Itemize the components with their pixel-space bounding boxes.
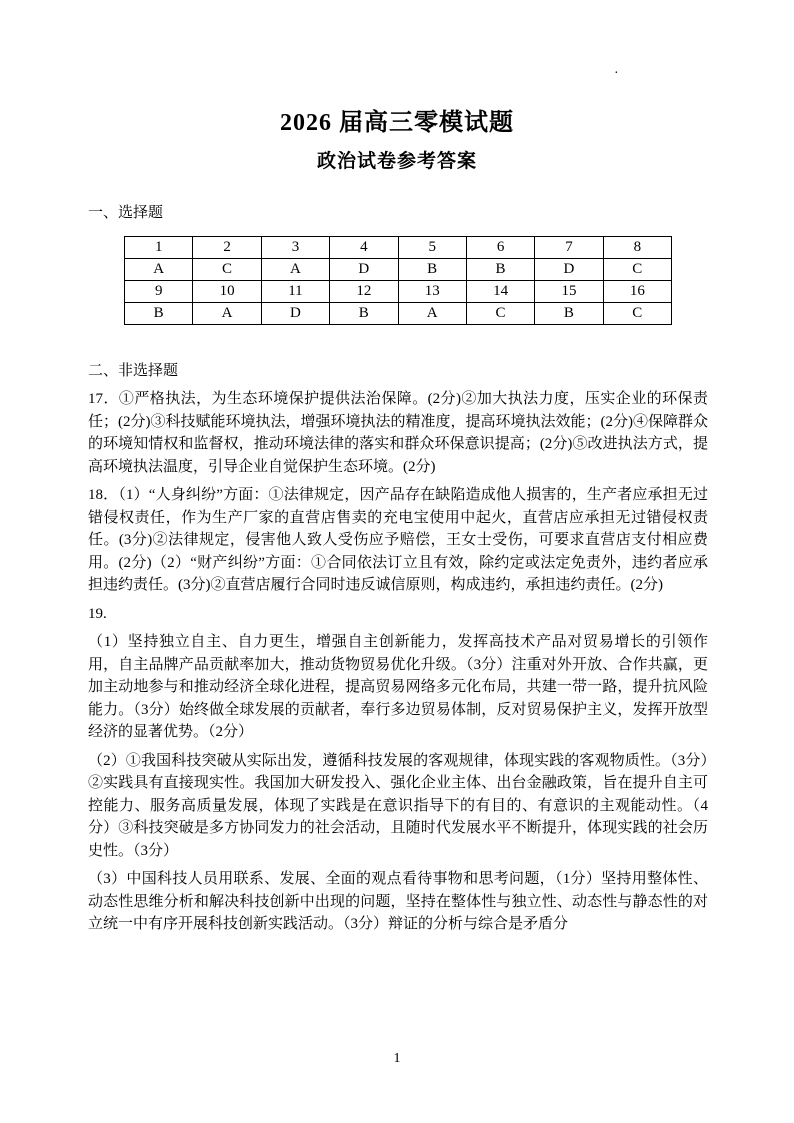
table-cell: 5 <box>398 237 466 259</box>
answer-q19-part2: （2）①我国科技突破从实际出发，遵循科技发展的客观规律，体现实践的客观物质性。（3分）②实践具有直接现实性。我国加大研发投入、强化企业主体、出台金融政策，旨在提升自主可控能力、服务高质量发展，体现了实践是在意识指导下的有目的、有意识的主观能动性。（4分）③科技突破是多方协同发力的社会活动，且随时代发展水平不断提升，体现实践的社会历史性。（3分） <box>88 752 708 859</box>
table-cell: A <box>261 259 329 281</box>
table-cell: D <box>330 259 398 281</box>
section-heading-non-choice: 二、非选择题 <box>88 363 179 379</box>
answer-q19-part3: （3）中国科技人员用联系、发展、全面的观点看待事物和思考问题，（1分）坚持用整体性、动态性思维分析和解决科技创新中出现的问题，坚持在整体性与独立性、动态性与静态性的对立统一中有序开展科技创新实践活动。（3分）辩证的分析与综合是矛盾分 <box>88 871 708 932</box>
table-cell: 4 <box>330 237 398 259</box>
answer-table <box>124 236 672 325</box>
answer-table-row <box>125 237 672 259</box>
table-cell: A <box>125 259 193 281</box>
answer-q17: 17．①严格执法，为生态环境保护提供法治保障。(2分)②加大执法力度，压实企业的环保责任；(2分)③科技赋能环境执法，增强环境执法的精准度，提高环境执法效能；(2分)④保障群众的环境知情权和监督权，推动环境法律的落实和群众环保意识提高；(2分)⑤改进执法方式，提高环境执法温度，引导企业自觉保护生态环境。(2分) <box>88 391 708 475</box>
answer-q19-part1: （1）坚持独立自主、自力更生，增强自主创新能力，发挥高技术产品对贸易增长的引领作用，自主品牌产品贡献率加大，推动货物贸易优化升级。（3分）注重对外开放、合作共赢，更加主动地参与和推动经济全球化进程，提高贸易网络多元化布局，共建一带一路，提升抗风险能力。（3分）始终做全球发展的贡献者，奉行多边贸易体制，反对贸易保护主义，发挥开放型经济的显著优势。（2分） <box>88 634 708 740</box>
table-cell: 11 <box>261 281 329 303</box>
table-cell: 15 <box>535 281 603 303</box>
table-cell: B <box>398 259 466 281</box>
table-cell: 6 <box>466 237 534 259</box>
table-cell: 12 <box>330 281 398 303</box>
document-title: 2026 届高三零模试题 <box>280 110 514 136</box>
table-cell: 3 <box>261 237 329 259</box>
page-number: 1 <box>393 1051 401 1066</box>
table-cell: 8 <box>603 237 671 259</box>
table-cell: 16 <box>603 281 671 303</box>
table-cell: 1 <box>125 237 193 259</box>
table-cell: D <box>261 303 329 325</box>
document-body <box>88 201 708 936</box>
table-cell: 14 <box>466 281 534 303</box>
table-cell: A <box>193 303 261 325</box>
answer-table-row <box>125 303 672 325</box>
stray-mark: · <box>614 66 619 81</box>
table-cell: C <box>603 259 671 281</box>
answer-table-row <box>125 259 672 281</box>
answer-q18: 18．（1）“人身纠纷”方面：①法律规定，因产品存在缺陷造成他人损害的，生产者应承担无过错侵权责任，作为生产厂家的直营店售卖的充电宝使用中起火，直营店应承担无过错侵权责任。(3分)②法律规定，侵害他人致人受伤应予赔偿，王女士受伤，可要求直营店支付相应费用。(2分)（2）“财产纠纷”方面：①合同依法订立且有效，除约定或法定免责外，违约者应承担违约责任。(3分)②直营店履行合同时违反诚信原则，构成违约，承担违约责任。(2分) <box>88 487 708 593</box>
table-cell: C <box>466 303 534 325</box>
table-cell: 7 <box>535 237 603 259</box>
section-heading-choice: 一、选择题 <box>88 205 164 221</box>
table-cell: B <box>466 259 534 281</box>
table-cell: D <box>535 259 603 281</box>
table-cell: B <box>330 303 398 325</box>
table-cell: B <box>125 303 193 325</box>
table-cell: A <box>398 303 466 325</box>
answer-table-row <box>125 281 672 303</box>
table-cell: C <box>603 303 671 325</box>
answer-q19-label: 19. <box>88 605 107 622</box>
table-cell: 9 <box>125 281 193 303</box>
document-subtitle: 政治试卷参考答案 <box>316 151 477 172</box>
table-cell: 2 <box>193 237 261 259</box>
table-cell: 10 <box>193 281 261 303</box>
table-cell: C <box>193 259 261 281</box>
table-cell: 13 <box>398 281 466 303</box>
table-cell: B <box>535 303 603 325</box>
